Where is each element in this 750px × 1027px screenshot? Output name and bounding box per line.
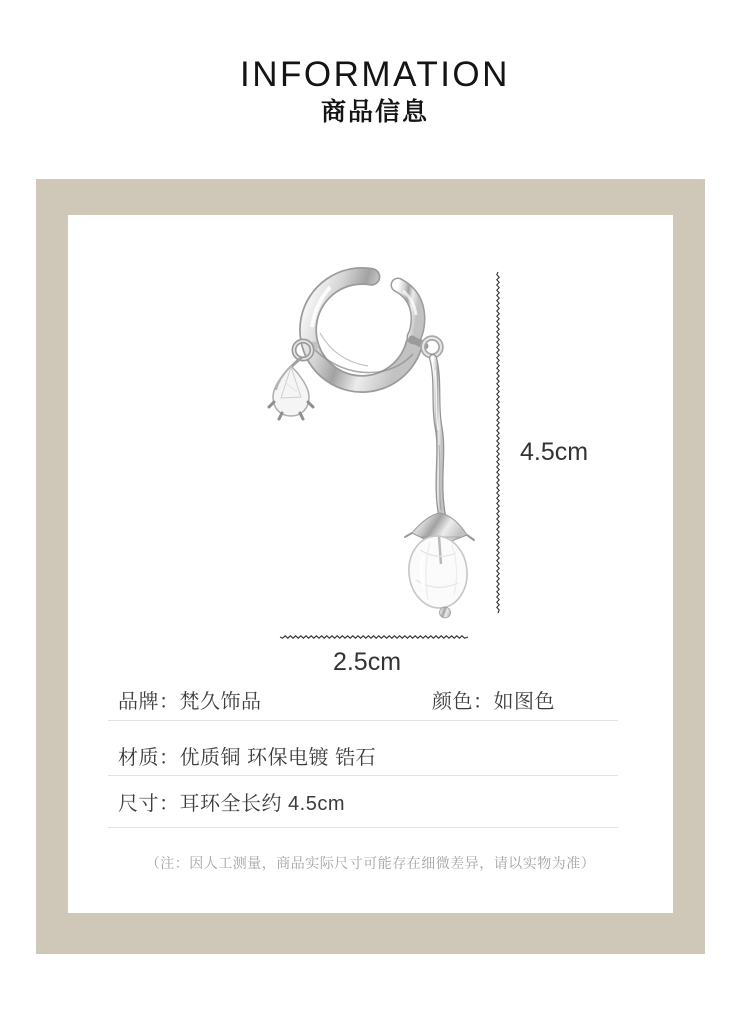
page-title: INFORMATION (240, 55, 510, 94)
info-card (68, 215, 673, 913)
branch-stick (433, 358, 442, 515)
width-dimension-line (280, 636, 468, 638)
height-dimension-label: 4.5cm (520, 438, 589, 466)
spec-size: 尺寸：耳环全长约 4.5cm (118, 793, 346, 815)
spec-row-size (118, 793, 628, 815)
divider (108, 775, 618, 776)
spec-brand: 品牌：梵久饰品 (118, 691, 262, 713)
spec-row-material (118, 747, 628, 769)
bottom-ball (440, 607, 451, 618)
spec-material: 材质：优质铜 环保电镀 锆石 (118, 747, 377, 769)
zircon-teardrop-charm (269, 341, 319, 419)
width-dimension-label: 2.5cm (332, 648, 402, 676)
measurement-note: （注：因人工测量，商品实际尺寸可能存在细微差异，请以实物为准） (145, 855, 596, 871)
ear-cuff-hoop (308, 276, 425, 384)
height-dimension-line (497, 272, 499, 613)
page-subtitle: 商品信息 (320, 98, 429, 126)
divider (108, 720, 618, 721)
info-panel (36, 179, 705, 954)
crystal-bead (405, 533, 470, 611)
divider (108, 827, 618, 828)
spec-color: 颜色：如图色 (432, 691, 555, 713)
spec-row-brand-color (118, 691, 628, 713)
